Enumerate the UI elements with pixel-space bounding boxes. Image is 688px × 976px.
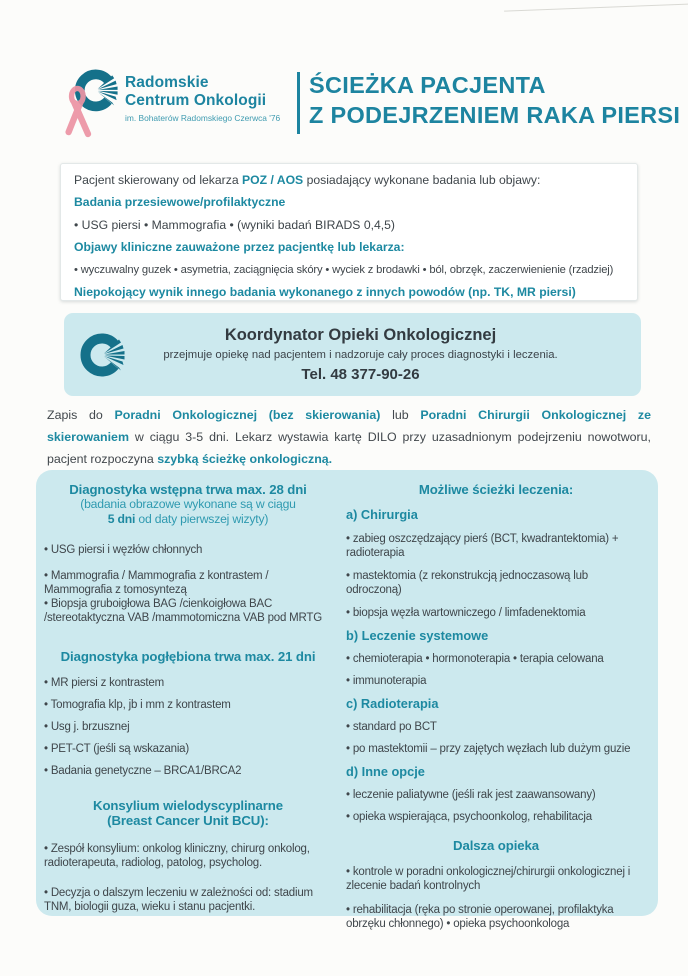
intro-line: • wyczuwalny guzek • asymetria, zaciągnięcia skóry • wyciek z brodawki • ból, obrzęk, zaczerwienienie (rzadziej) bbox=[74, 263, 614, 276]
list-item: • Biopsja gruboigłowa BAG /cienkoigłowa BAC /stereotaktyczna VAB /mammotomiczna VAB pod MRTG bbox=[44, 598, 323, 624]
referral-seg-accent: Poradni Chirurgii Onkologicznej ze skierowaniem bbox=[47, 408, 652, 445]
brand-name-line2: Centrum Onkologii bbox=[125, 92, 267, 109]
subheading-accent: 5 dni bbox=[107, 512, 136, 526]
list-item: • Badania genetyczne – BRCA1/BRCA2 bbox=[44, 765, 242, 777]
list-item: • Usg j. brzusznej bbox=[44, 721, 130, 733]
header bbox=[56, 66, 280, 139]
list-item: • chemioterapia • hormonoterapia • terapia celowana bbox=[346, 653, 604, 665]
list-item: • immunoterapia bbox=[346, 675, 427, 687]
referral-seg-accent: szybką ścieżkę onkologiczną. bbox=[157, 452, 333, 467]
list-item: • Tomografia klp, jb i mm z kontrastem bbox=[44, 699, 231, 711]
list-item: • mastektomia (z rekonstrukcją jednoczasową lub odroczoną) bbox=[346, 570, 588, 596]
page-title-line2: Z PODEJRZENIEM RAKA PIERSI bbox=[309, 102, 681, 128]
coordinator-phone: Tel. 48 377-90-26 bbox=[301, 366, 420, 383]
referral-seg: lub bbox=[380, 408, 421, 422]
list-item: • USG piersi i węzłów chłonnych bbox=[44, 544, 203, 556]
section-heading-treatment-paths: Możliwe ścieżki leczenia: bbox=[418, 482, 574, 497]
section-subheading bbox=[44, 497, 332, 527]
pathway-panel bbox=[36, 470, 658, 930]
intro-line: Objawy kliniczne zauważone przez pacjentkę lub lekarza: bbox=[74, 240, 405, 255]
referral-seg: w ciągu 3-5 dni. Lekarz wystawia kartę DILO przy uzasadnionym podejrzeniu nowotworu, pacjent rozpoczyna bbox=[47, 430, 651, 467]
subheading-line2 bbox=[44, 512, 332, 527]
coordinator-text bbox=[126, 326, 595, 383]
section-heading-consilium bbox=[44, 798, 332, 828]
consilium-heading-line1: Konsylium wielodyscyplinarne bbox=[93, 798, 283, 813]
section-heading-followup: Dalsza opieka bbox=[453, 838, 539, 853]
list-item: • rehabilitacja (ręka po stronie operowanej, profilaktyka obrzęku chłonnego) • opieka psychoonkologa bbox=[346, 904, 614, 930]
coordinator-logo-icon bbox=[76, 330, 126, 380]
treatment-option-b-label: b) Leczenie systemowe bbox=[346, 628, 489, 643]
list-item: • Zespół konsylium: onkolog kliniczny, chirurg onkolog, radioterapeuta, radiolog, patolog, psycholog. bbox=[44, 843, 310, 869]
page-title bbox=[309, 70, 680, 130]
treatment-option-c-label: c) Radioterapia bbox=[346, 696, 439, 711]
brand-subtitle: im. Bohaterów Radomskiego Czerwca '76 bbox=[125, 113, 281, 123]
referral-paragraph bbox=[47, 404, 651, 471]
section-heading-deep-diagnostics: Diagnostyka pogłębiona trwa max. 21 dni bbox=[60, 649, 316, 664]
intro-line: Badania przesiewowe/profilaktyczne bbox=[74, 195, 286, 210]
scan-artifact-line bbox=[504, 3, 688, 11]
list-item: • MR piersi z kontrastem bbox=[44, 677, 165, 689]
treatment-option-d-label: d) Inne opcje bbox=[346, 764, 425, 779]
treatment-option-a-label: a) Chirurgia bbox=[346, 507, 418, 522]
list-item: • zabieg oszczędzający pierś (BCT, kwadrantektomia) + radioterapia bbox=[346, 533, 619, 559]
brand-name-line1: Radomskie bbox=[125, 74, 209, 91]
coordinator-title: Koordynator Opieki Onkologicznej bbox=[224, 326, 497, 344]
page-title-line1: ŚCIEŻKA PACJENTA bbox=[309, 72, 546, 98]
list-item: • Mammografia / Mammografia z kontrastem / Mammografia z tomosyntezą bbox=[44, 570, 269, 596]
brand-text bbox=[125, 74, 280, 123]
referral-seg: Zapis do bbox=[47, 408, 115, 422]
list-item: • standard po BCT bbox=[346, 721, 437, 733]
coordinator-banner bbox=[64, 313, 641, 396]
intro-line: Niepokojący wynik innego badania wykonanego z innych powodów (np. TK, MR piersi) bbox=[74, 284, 576, 299]
list-item: • po mastektomii – przy zajętych węzłach lub dużym guzie bbox=[346, 743, 631, 755]
intro-line: • USG piersi • Mammografia • (wyniki badań BIRADS 0,4,5) bbox=[74, 217, 395, 232]
subheading-line1: (badania obrazowe wykonane są w ciągu bbox=[80, 497, 296, 511]
consilium-heading-line2: (Breast Cancer Unit BCU): bbox=[107, 813, 269, 828]
list-item: • opieka wspierająca, psychoonkolog, rehabilitacja bbox=[346, 811, 592, 823]
intro-line1-post: posiadający wykonane badania lub objawy: bbox=[303, 173, 541, 187]
referral-criteria-box bbox=[60, 163, 638, 301]
intro-line1-pre: Pacjent skierowany od lekarza bbox=[74, 173, 243, 187]
coordinator-subtitle: przejmuje opiekę nad pacjentem i nadzoruje cały proces diagnostyki i leczenia. bbox=[163, 349, 558, 361]
intro-line1-accent: POZ / AOS bbox=[242, 173, 304, 187]
list-item: • biopsja węzła wartowniczego / limfadenektomia bbox=[346, 607, 586, 619]
brand-logo-icon bbox=[56, 66, 120, 139]
list-item: • leczenie paliatywne (jeśli rak jest zaawansowany) bbox=[346, 789, 596, 801]
list-item: • Decyzja o dalszym leczeniu w zależności od: stadium TNM, biologii guza, wieku i stanu pacjentki. bbox=[44, 887, 313, 913]
header-divider bbox=[297, 72, 300, 134]
list-item: • kontrole w poradni onkologicznej/chirurgii onkologicznej i zlecenie badań kontrolnych bbox=[346, 866, 631, 892]
referral-seg-accent: Poradni Onkologicznej (bez skierowania) bbox=[114, 408, 381, 422]
subheading-post: od daty pierwszej wizyty) bbox=[135, 512, 269, 526]
list-item: • PET-CT (jeśli są wskazania) bbox=[44, 743, 189, 755]
section-heading-initial-diagnostics: Diagnostyka wstępna trwa max. 28 dni bbox=[69, 482, 307, 497]
intro-line bbox=[74, 173, 624, 187]
treatment-column bbox=[336, 470, 658, 930]
diagnostics-column bbox=[36, 470, 336, 916]
